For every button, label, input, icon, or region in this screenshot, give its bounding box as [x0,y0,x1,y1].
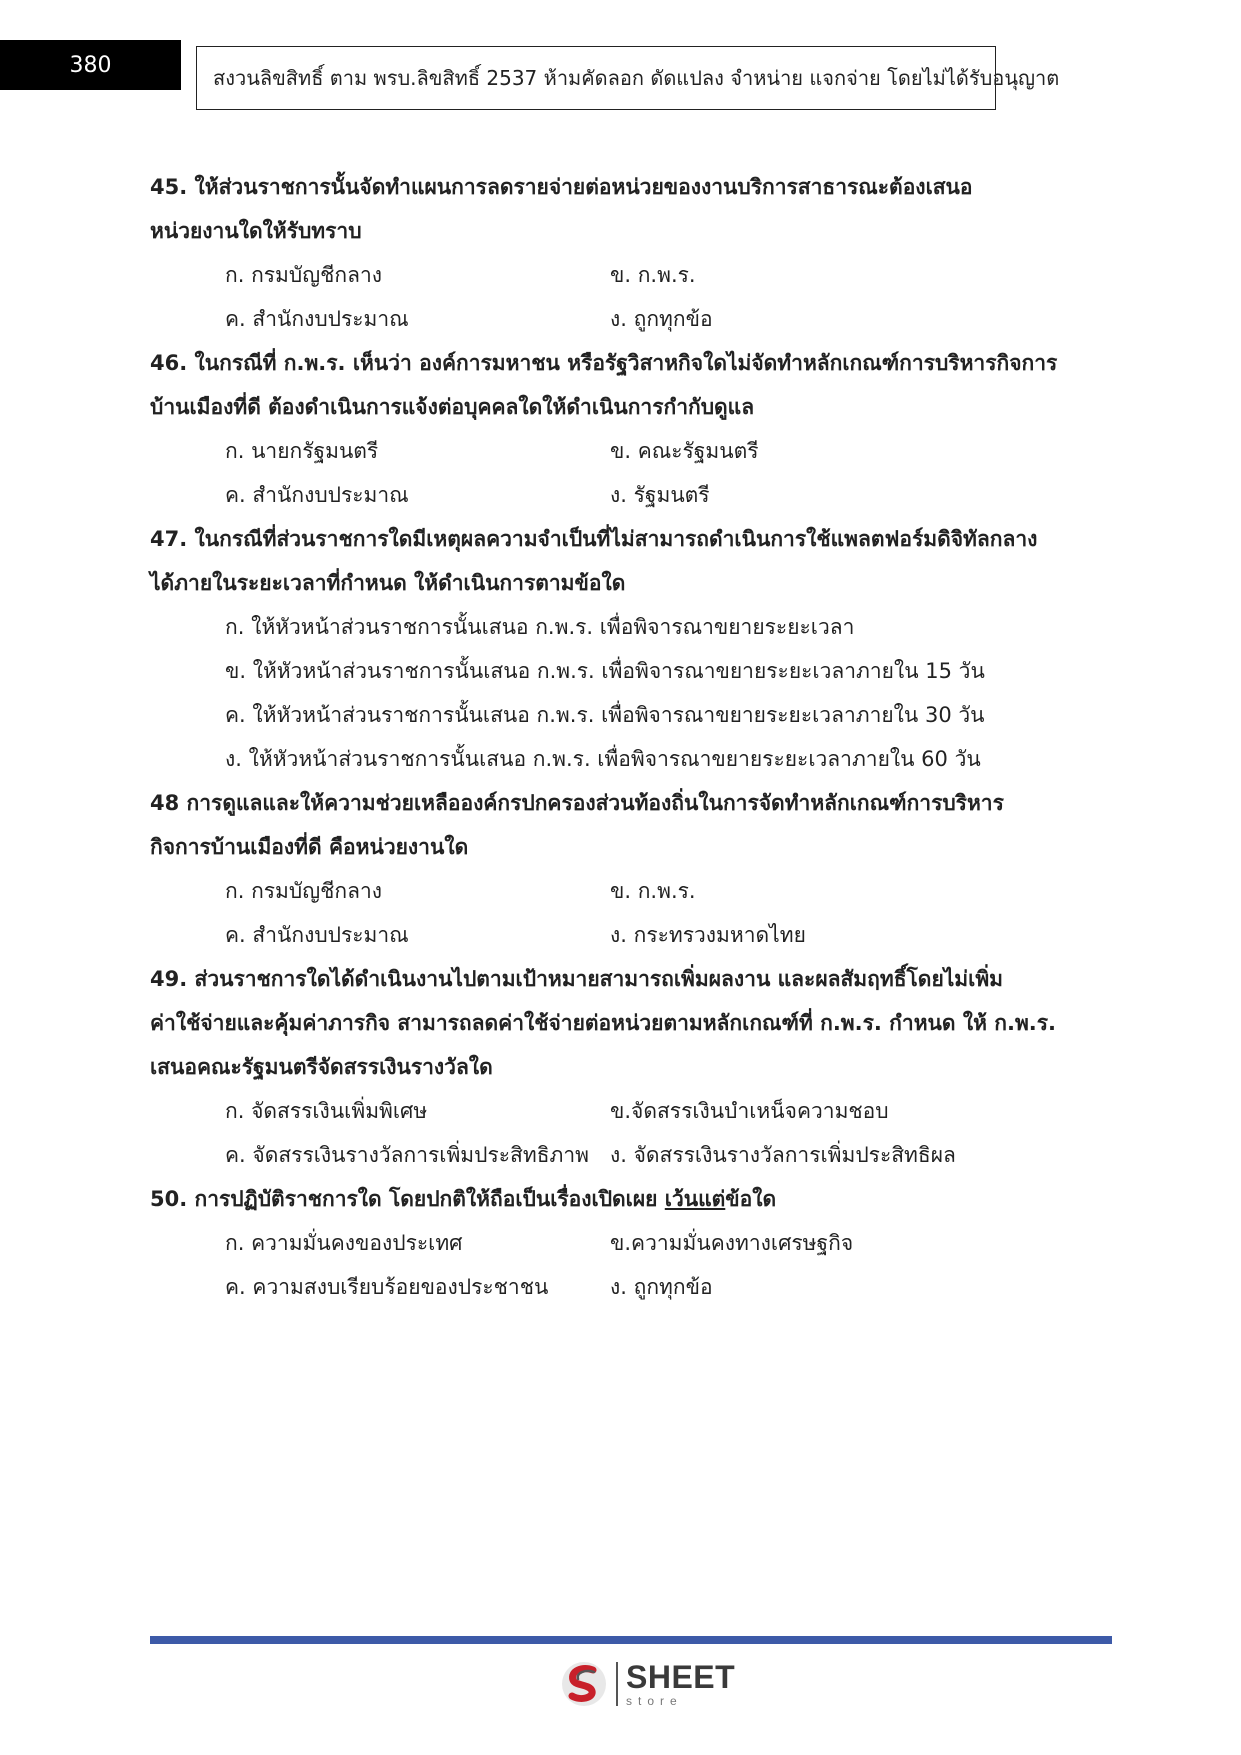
sheet-store-logo [560,1660,735,1708]
question-46-option-d: ง. รัฐมนตรี [610,483,710,507]
question-45-option-c: ค. สำนักงบประมาณ [225,307,409,331]
question-47-option-a: ก. ให้หัวหน้าส่วนราชการนั้นเสนอ ก.พ.ร. เพื่อพิจารณาขยายระยะเวลา [225,615,855,639]
question-50-text-1 [150,1177,1070,1221]
logo-sub: store [626,1694,683,1708]
question-45 [150,165,1070,341]
question-49-text-1: 49. ส่วนราชการใดได้ดำเนินงานไปตามเป้าหมายสามารถเพิ่มผลงาน และผลสัมฤทธิ์โดยไม่เพิ่ม [150,967,1004,991]
sheet-store-logo-icon [560,1660,608,1708]
question-50-option-b: ข.ความมั่นคงทางเศรษฐกิจ [610,1231,854,1255]
question-50-option-a: ก. ความมั่นคงของประเทศ [225,1231,463,1255]
question-46-option-c: ค. สำนักงบประมาณ [225,483,409,507]
question-47-option-b: ข. ให้หัวหน้าส่วนราชการนั้นเสนอ ก.พ.ร. เพื่อพิจารณาขยายระยะเวลาภายใน 15 วัน [225,659,985,683]
question-46-text-1: 46. ในกรณีที่ ก.พ.ร. เห็นว่า องค์การมหาชน หรือรัฐวิสาหกิจใดไม่จัดทำหลักเกณฑ์การบริหารกิจการ [150,351,1058,375]
question-48-option-a: ก. กรมบัญชีกลาง [225,879,383,903]
question-49-option-a: ก. จัดสรรเงินเพิ่มพิเศษ [225,1099,428,1123]
question-48 [150,781,1070,957]
question-45-option-d: ง. ถูกทุกข้อ [610,307,713,331]
question-46-text-2: บ้านเมืองที่ดี ต้องดำเนินการแจ้งต่อบุคคลใดให้ดำเนินการกำกับดูแล [150,395,755,419]
question-49-option-d: ง. จัดสรรเงินรางวัลการเพิ่มประสิทธิผล [610,1143,956,1167]
question-50-text-pre: 50. การปฏิบัติราชการใด โดยปกติให้ถือเป็นเรื่องเปิดเผย [150,1187,665,1211]
question-50 [150,1177,1070,1309]
question-48-option-d: ง. กระทรวงมหาดไทย [610,923,806,947]
question-45-text-2: หน่วยงานใดให้รับทราบ [150,219,362,243]
question-50-option-d: ง. ถูกทุกข้อ [610,1275,713,1299]
question-50-text-post: ข้อใด [725,1187,777,1211]
question-49-option-c: ค. จัดสรรเงินรางวัลการเพิ่มประสิทธิภาพ [225,1143,589,1167]
question-48-text-2: กิจการบ้านเมืองที่ดี คือหน่วยงานใด [150,835,469,859]
question-47 [150,517,1070,781]
question-47-text-1: 47. ในกรณีที่ส่วนราชการใดมีเหตุผลความจำเป็นที่ไม่สามารถดำเนินการใช้แพลตฟอร์มดิจิทัลกลาง [150,527,1038,551]
question-49-text-3: เสนอคณะรัฐมนตรีจัดสรรเงินรางวัลใด [150,1055,493,1079]
copyright-text: สงวนลิขสิทธิ์ ตาม พรบ.ลิขสิทธิ์ 2537 ห้ามคัดลอก ดัดแปลง จำหน่าย แจกจ่าย โดยไม่ได้รับอนุญาต [213,66,1060,90]
copyright-notice [196,46,1060,110]
question-47-option-c: ค. ให้หัวหน้าส่วนราชการนั้นเสนอ ก.พ.ร. เพื่อพิจารณาขยายระยะเวลาภายใน 30 วัน [225,703,985,727]
question-list [150,165,1070,1309]
question-50-option-c: ค. ความสงบเรียบร้อยของประชาชน [225,1275,549,1299]
question-48-option-c: ค. สำนักงบประมาณ [225,923,409,947]
question-48-option-b: ข. ก.พ.ร. [610,879,696,903]
question-47-option-d: ง. ให้หัวหน้าส่วนราชการนั้นเสนอ ก.พ.ร. เพื่อพิจารณาขยายระยะเวลาภายใน 60 วัน [225,747,981,771]
logo-separator [616,1662,618,1706]
logo-word: SHEET [626,1659,736,1695]
question-46-option-a: ก. นายกรัฐมนตรี [225,439,379,463]
page-number-text: 380 [69,52,112,78]
question-46-option-b: ข. คณะรัฐมนตรี [610,439,759,463]
footer-rule [150,1636,1112,1644]
question-48-text-1: 48 การดูแลและให้ความช่วยเหลือองค์กรปกครองส่วนท้องถิ่นในการจัดทำหลักเกณฑ์การบริหาร [150,791,1004,815]
question-45-text-1: 45. ให้ส่วนราชการนั้นจัดทำแผนการลดรายจ่ายต่อหน่วยของงานบริการสาธารณะต้องเสนอ [150,175,973,199]
logo-text [626,1661,735,1707]
question-49-text-2: ค่าใช้จ่ายและคุ้มค่าภารกิจ สามารถลดค่าใช้จ่ายต่อหน่วยตามหลักเกณฑ์ที่ ก.พ.ร. กำหนด ให้ ก.พ.ร. [150,1011,1057,1035]
question-49-option-b: ข.จัดสรรเงินบำเหน็จความชอบ [610,1099,889,1123]
question-46 [150,341,1070,517]
question-45-option-b: ข. ก.พ.ร. [610,263,696,287]
page-number [0,40,181,90]
question-50-text-except: เว้นแต่ [664,1187,726,1211]
question-47-text-2: ได้ภายในระยะเวลาที่กำหนด ให้ดำเนินการตามข้อใด [150,571,626,595]
question-49 [150,957,1070,1177]
question-45-option-a: ก. กรมบัญชีกลาง [225,263,383,287]
